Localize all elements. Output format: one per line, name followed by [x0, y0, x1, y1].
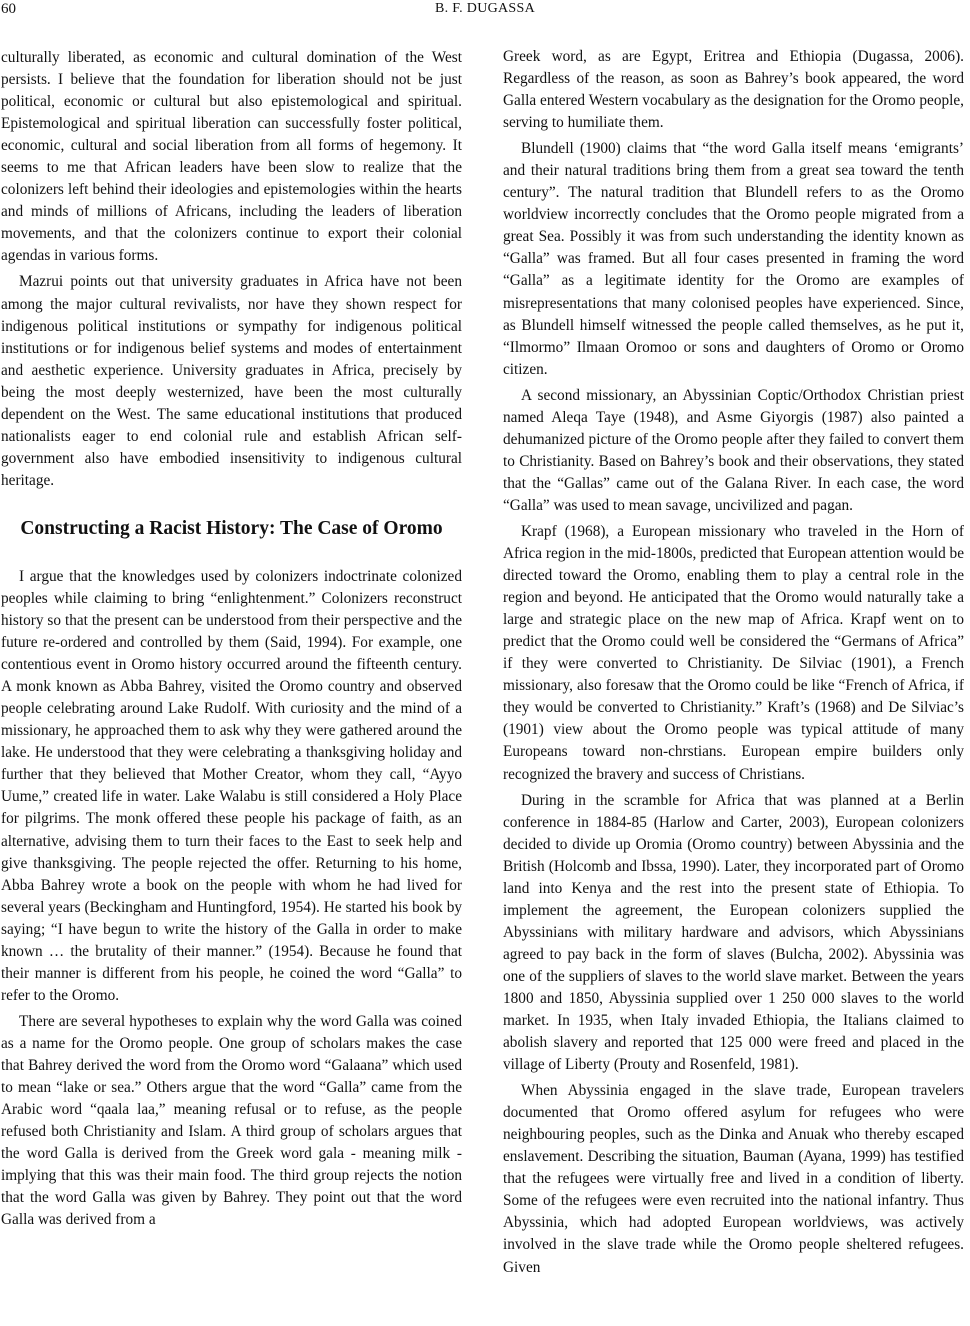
paragraph: Mazrui points out that university graduates in Africa have not been among the major cultural revivalists, nor have they shown respect for indigenous political institutions or sympathy for indigenous political institutions or for indigenous belief systems and modes of entertainment and aesthetic experience. University graduates in Africa, precisely by being the most deeply westernized, have been the most culturally dependent on the West. The same educational institutions that produced nationalists eager to end colonial rule and establish African self-government also have embodied insensitivity to indigenous cultural heritage.: [1, 273, 462, 489]
left-column: [1, 47, 462, 1235]
running-head: B. F. DUGASSA: [434, 1, 536, 16]
paragraph: Krapf (1968), a European missionary who traveled in the Horn of Africa region in the mid-1800s, predicted that European attention would be directed toward the Oromo, enabling them to play a central role in the region and beyond. He anticipated that the Oromo would naturally take a large and strategic place on the new map of Africa. Krapf went on to predict that the Oromo could well be considered the “Germans of Africa” if they were converted to Christianity. De Silviac (1901), a French missionary, also foresaw that the Oromo could be like “French of Africa, if they would be converted to Christianity.” Kraft’s (1968) and De Silviac’s (1901) view about the Oromo people was typical attitude of many Europeans toward non-chrstians. European empire builders only recognized the bravery and success of Christians.: [503, 522, 964, 783]
paragraph: Greek word, as are Egypt, Eritrea and Ethiopia (Dugassa, 2006). Regardless of the reason, as soon as Bahrey’s book appeared, the word Galla entered Western vocabulary as the designation for the Oromo people, serving to humiliate them.: [503, 48, 964, 132]
paragraph: A second missionary, an Abyssinian Coptic/Orthodox Christian priest named Aleqa Taye (1948), and Asme Giyorgis (1987) also painted a dehumanized picture of the Oromo people after they failed to convert them to Christianity. Based on Bahrey’s book and their observations, they stated that the “Gallas” came out of the Galana River. In each case, the word “Galla” was used to mean savage, uncivilized and pagan.: [503, 386, 964, 514]
paragraph: culturally liberated, as economic and cultural domination of the West persists. I believe that the foundation for liberation should not be just political, economic or cultural but also epistemological and spiritual. Epistemological and spiritual liberation can successfully foster political, economic, cultural and social liberation from all forms of hegemony. It seems to me that African leaders have been slow to realize that the colonizers left behind their ideologies and epistemologies within the hearts and minds of millions of Africans, including the leaders of liberation movements, and that the colonizers continue to export their colonial agendas in various forms.: [1, 49, 462, 265]
right-column: [503, 46, 964, 1283]
paragraph: Blundell (1900) claims that “the word Galla itself means ‘emigrants’ and their natural traditions bring them from a great sea toward the tenth century”. The natural tradition that Blundell refers to as the Oromo worldview incorrectly concludes that the Oromo people migrated from a great Sea. Possibly it was from such understanding the identity known as “Galla” was framed. But all four cases presented in framing the word “Galla” as a legitimate identity for the Oromo are examples of misrepresentations that many colonised peoples have experienced. Since, as Blundell himself witnessed the people called themselves, as he put it, “Ilmormo” Ilmaan Oromoo or sons and daughters of Oromo or Oromo citizen.: [503, 140, 964, 378]
paragraph: When Abyssinia engaged in the slave trade, European travelers documented that Oromo offered asylum for refugees who were neighbouring peoples, such as the Dinka and Anuak who thereby escaped enslavement. Describing the situation, Bauman (Ayana, 1999) has testified that the refugees were virtually free and lived in a condition of liberty. Some of the refugees were even recruited into the national infantry. Thus Abyssinia, which had adopted European worldviews, was actively involved in the slave trade while the Oromo people sheltered refugees. Given: [503, 1082, 964, 1276]
paragraph: During in the scramble for Africa that was planned at a Berlin conference in 1884-85 (Harlow and Carter, 2003), European colonizers decided to divide up Oromia (Oromo country) between Abyssinia and the British (Holcomb and Ibssa, 1990). Later, they incorporated part of Oromo land into Kenya and the rest into the present state of Ethiopia. To implement the agreement, the European colonizers supplied the Abyssinians with military hardware and advisors, which Abyssinians agreed to pay back in the form of slaves (Bulcha, 2002). Abyssinia was one of the suppliers of slaves to the world slave market. Between the years 1800 and 1850, Abyssinia supplied over 1 250 000 slaves to the world market. In 1935, when Italy invaded Ethiopia, the Italians claimed to abolish slavery and reported that 125 000 were freed and placed in the village of Liberty (Prouty and Rosenfeld, 1981).: [503, 791, 964, 1074]
paragraph: I argue that the knowledges used by colonizers indoctrinate colonized peoples while claiming to bring “enlightenment.” Colonizers reconstruct history so that the present can be understood from their perspective and the future re-ordered and controlled by them (Said, 1994). For example, one contentious event in Oromo history occurred around the fifteenth century. A monk known as Abba Bahrey, visited the Oromo country and observed people celebrating around Lake Rudolf. With curiosity and the mind of a missionary, he approached them to ask why they were gathered around the lake. He understood that they were celebrating a thanksgiving holiday and further that they believed that Mother Creator, whom they call, “Ayyo Uume,” created life in water. Lake Walabu is still considered a Holy Place for pilgrims. The monk offered these people his package of faith, as an alternative, advising them to turn their faces to the East to seek help and give thanksgiving. The people rejected the offer. Returning to his home, Abba Bahrey wrote a book on the people with whom he had lived for several years (Beckingham and Huntingford, 1954). He started his book by saying; “I have begun to write the history of the Galla in order to make known … the brutality of their manner.” (1954). Because he found that their manner is different from his people, he coined the word “Galla” to refer to the Oromo.: [1, 567, 462, 1004]
paragraph: There are several hypotheses to explain why the word Galla was coined as a name for the Oromo people. One group of scholars makes the case that Bahrey derived the word from the Oromo word “Galaana” which used to mean “lake or sea.” Others argue that the word “Galla” came from the Arabic word “qaala laa,” meaning refusal or to refuse, as the people refused both Christianity and Islam. A third group of scholars argues that the word Galla is derived from the Greek word gala - meaning milk - implying that this was their main food. The third group rejects the notion that the word Galla was given by Bahrey. They point out that the word Galla was derived from a: [1, 1012, 462, 1229]
section-heading: Constructing a Racist History: The Case of Oromo: [20, 517, 443, 539]
page-header: [0, 0, 970, 24]
page-number: 60: [1, 1, 16, 17]
